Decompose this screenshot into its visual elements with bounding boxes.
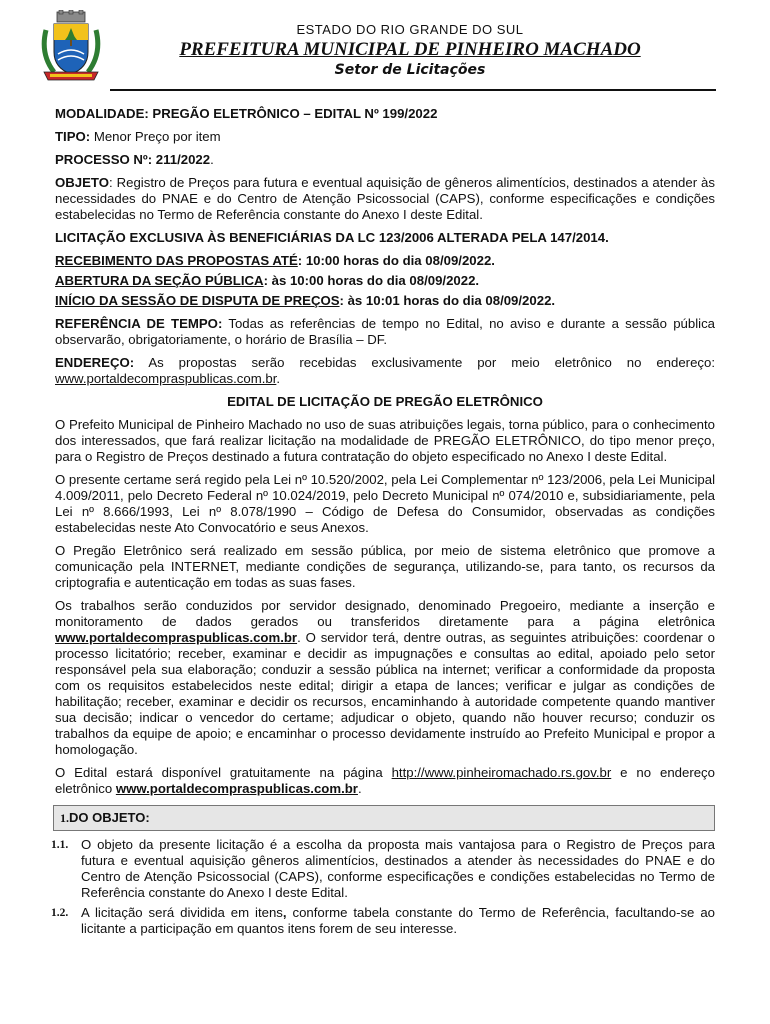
item-1-1-text: O objeto da presente licitação é a escolha da proposta mais vantajosa para o Registro de Preços para futura e eventual aquisição gêneros alimentícios, destinados a atender às necessidades do PNAE e do Centro de Atenção Psicossocial (CAPS), conforme especificações e condições estabelecidas no Termo de Referência constante do Anexo I deste Edital. [81,837,715,900]
processo-label: PROCESSO Nº: 211/2022 [55,152,211,167]
section-1-title: DO OBJETO: [69,810,150,825]
paragraph-4-link[interactable]: www.portaldecompraspublicas.com.br [55,630,298,645]
item-1-2-comma: , [282,905,287,920]
referencia-tempo-paragraph [55,316,715,348]
item-1-2-text [81,905,715,937]
endereco-value: As propostas serão recebidas exclusivamente por meio eletrônico no endereço: [134,355,715,370]
tipo-line [55,129,715,145]
objeto-label: OBJETO [55,175,109,190]
header-divider [110,89,716,91]
inicio-line [55,293,715,309]
header-prefeitura: PREFEITURA MUNICIPAL DE PINHEIRO MACHADO [179,39,641,60]
portal-compras-link[interactable]: www.portaldecompraspublicas.com.br [115,781,358,796]
item-1-1-number: 1.1. [51,839,69,851]
list-item [51,905,715,937]
item-1-2-text-a: A licitação será dividida em itens [81,905,283,920]
inicio-value: : às 10:01 horas do dia 08/09/2022. [339,293,556,308]
licitacao-exclusiva-line: LICITAÇÃO EXCLUSIVA ÀS BENEFICIÁRIAS DA LC 123/2006 ALTERADA PELA 147/2014. [55,230,609,245]
endereco-label: ENDEREÇO: [55,355,135,370]
paragraph-5-text-b: e no endereço eletrônico [55,765,715,796]
tipo-value: Menor Preço por item [90,129,221,144]
section-1-number: 1. [60,811,69,825]
processo-line [55,152,715,168]
objeto-paragraph [55,175,715,223]
modalidade-line: MODALIDADE: PREGÃO ELETRÔNICO – EDITAL Nº 199/2022 [55,106,438,121]
paragraph-3: O Pregão Eletrônico será realizado em sessão pública, por meio de sistema eletrônico que promove a comunicação pela INTERNET, mediante condições de segurança, utilizando-se, para tanto, os recursos da criptografia e autenticação em todas as suas fases. [55,543,715,590]
abertura-value: : às 10:00 horas do dia 08/09/2022. [263,273,480,288]
tipo-label: TIPO: [55,129,91,144]
paragraph-5-text-c: . [357,781,362,796]
endereco-link[interactable]: www.portaldecompraspublicas.com.br [55,371,277,386]
edital-title: EDITAL DE LICITAÇÃO DE PREGÃO ELETRÔNICO [227,394,543,409]
document-body [51,106,715,941]
section-1-heading [53,805,715,831]
header-setor: Setor de Licitações [334,62,486,78]
inicio-label: INÍCIO DA SESSÃO DE DISPUTA DE PREÇOS [55,293,340,308]
endereco-paragraph [55,355,715,387]
abertura-label: ABERTURA DA SEÇÃO PÚBLICA [55,273,264,288]
paragraph-4-text-b: . O servidor terá, dentre outras, as seguintes atribuições: coordenar o processo licitatório; receber, examinar e decidir as impugnações e consultas ao edital, apoiado pelo setor responsável pela sua elaboração; conduzir a sessão pública na internet; verificar a conformidade da proposta com os requisitos estabelecidos neste edital; dirigir a etapa de lances; verificar e julgar as condições de habilitação; receber, examinar e decidir os recursos, encaminhando à autoridade competente quando mantiver sua decisão; indicar o vencedor do certame; adjudicar o objeto, quando não houver recurso; conduzir os trabalhos da equipe de apoio; e encaminhar o processo devidamente instruído ao Prefeito Municipal e propor a homologação. [55,630,715,757]
list-item [51,837,715,901]
municipal-coat-of-arms-icon [40,10,102,84]
abertura-line [55,273,715,289]
pinheiro-machado-site-link[interactable]: http://www.pinheiromachado.rs.gov.br [391,765,612,780]
paragraph-2: O presente certame será regido pela Lei nº 10.520/2002, pela Lei Complementar nº 123/2006, pela Lei Municipal 4.009/2011, pelo Decreto Federal nº 10.024/2019, pelo Decreto Municipal nº 074/2010 e, subsidiariamente, pela Lei nº 8.666/1993, Lei nº 8.078/1990 – Código de Defesa do Consumidor, observadas as condições estabelecidas neste Ato Convocatório e seus Anexos. [55,472,715,535]
referencia-tempo-label: REFERÊNCIA DE TEMPO: [55,316,223,331]
paragraph-5-text-a: O Edital estará disponível gratuitamente na página [55,765,392,780]
endereco-tail: . [276,371,281,386]
referencia-tempo-value: Todas as referências de tempo no Edital, no aviso e durante a sessão pública observarão, obrigatoriamente, o horário de Brasília – DF. [55,316,715,347]
recebimento-value: : 10:00 horas do dia 08/09/2022. [297,253,495,268]
paragraph-5 [55,765,715,797]
paragraph-1: O Prefeito Municipal de Pinheiro Machado no uso de suas atribuições legais, torna público, para o conhecimento dos interessados, que fará realizar licitação na modalidade de PREGÃO ELETRÔNICO, do tipo menor preço, para o Registro de Preços destinado a futura contratação do objeto especificado no Anexo I deste Edital. [55,417,715,464]
item-1-2-text-b: conforme tabela constante do Termo de Referência, facultando-se ao licitante a participação em quantos itens forem de seu interesse. [81,905,715,936]
recebimento-label: RECEBIMENTO DAS PROPOSTAS ATÉ [55,253,298,268]
item-1-2-number: 1.2. [51,907,69,919]
processo-value: . [210,152,214,167]
header-state: ESTADO DO RIO GRANDE DO SUL [296,22,524,37]
paragraph-4-text-a: Os trabalhos serão conduzidos por servidor designado, denominado Pregoeiro, mediante a inserção e monitoramento de dados gerados ou transferidos diretamente para a página eletrônica [55,598,715,629]
paragraph-4 [55,598,715,758]
recebimento-line [55,253,715,269]
objeto-value: : Registro de Preços para futura e eventual aquisição de gêneros alimentícios, destinados a atender às necessidades do PNAE e do Centro de Atenção Psicossocial (CAPS), conforme especificações e condições estabelecidas no Termo de Referência constante do Anexo I deste Edital. [55,175,715,222]
